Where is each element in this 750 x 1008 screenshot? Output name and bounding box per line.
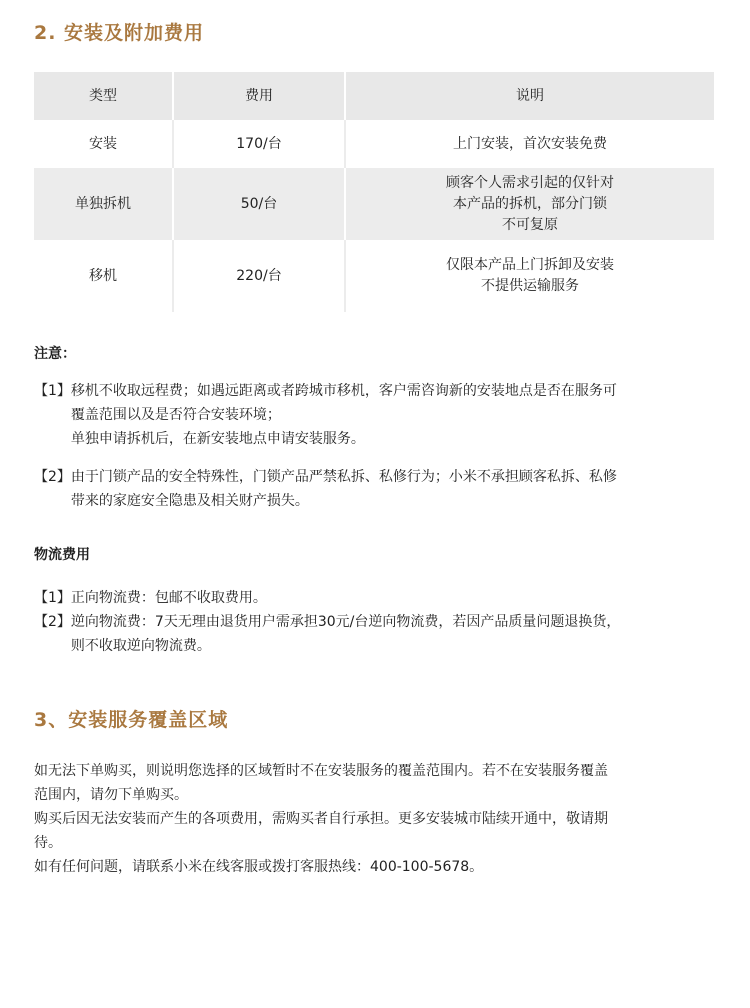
desc-line: 仅限本产品上门拆卸及安装 [446,257,614,273]
coverage-line: 待。 [34,835,62,851]
cell-desc [344,120,714,168]
column-header-fee: 费用 [172,72,344,120]
table-row [34,168,714,240]
cell-desc [344,168,714,240]
logistics-item [34,586,724,610]
desc-line: 本产品的拆机，部分门锁 [453,195,607,212]
table-row [34,240,714,312]
logistics-marker: 【1】 [34,590,71,606]
desc-line: 顾客个人需求引起的仅针对 [446,174,614,191]
logistics-line: 则不收取逆向物流费。 [70,638,211,654]
coverage-line: 范围内，请勿下单购买。 [34,787,188,803]
coverage-line: 如无法下单购买，则说明您选择的区域暂时不在安装服务的覆盖范围内。若不在安装服务覆盖 [34,763,608,779]
table-row [34,120,714,168]
column-header-type: 类型 [34,72,172,120]
notice-title: 注意： [34,346,76,362]
cell-type: 移机 [34,240,172,312]
cell-type: 单独拆机 [34,168,172,240]
logistics-list [34,586,724,658]
fee-table [34,72,714,312]
notice-line: 覆盖范围以及是否符合安装环境； [70,407,281,423]
section-title-coverage: 3、安装服务覆盖区域 [34,709,229,731]
logistics-line: 正向物流费：包邮不收取费用。 [70,590,267,606]
logistics-marker: 【2】 [34,614,71,630]
notice-marker: 【2】 [34,469,71,485]
notice-marker: 【1】 [34,383,71,399]
cell-type: 安装 [34,120,172,168]
logistics-item [34,610,724,658]
table-header-row [34,72,714,120]
logistics-title: 物流费用 [34,547,90,563]
coverage-line: 如有任何问题，请联系小米在线客服或拨打客服热线：400-100-5678。 [34,859,484,875]
notice-line: 由于门锁产品的安全特殊性，门锁产品严禁私拆、私修行为；小米不承担顾客私拆、私修 [70,469,617,485]
notice-line: 移机不收取远程费；如遇远距离或者跨城市移机，客户需咨询新的安装地点是否在服务可 [70,383,617,399]
notice-list [34,379,724,513]
notice-line: 单独申请拆机后，在新安装地点申请安装服务。 [70,431,365,447]
column-header-desc: 说明 [344,72,714,120]
notice-line: 带来的家庭安全隐患及相关财产损失。 [70,493,309,509]
cell-desc [344,240,714,312]
logistics-line: 逆向物流费：7天无理由退货用户需承担30元/台逆向物流费，若因产品质量问题退换货， [70,614,621,630]
desc-line: 不可复原 [502,216,558,233]
notice-item [34,379,724,451]
coverage-line: 购买后因无法安装而产生的各项费用，需购买者自行承担。更多安装城市陆续开通中，敬请期 [34,811,608,827]
coverage-text [34,759,724,879]
desc-line: 上门安装，首次安装免费 [453,135,607,152]
cell-fee: 220/台 [172,240,344,312]
notice-item [34,465,724,513]
section-title-fees: 2. 安装及附加费用 [34,22,205,44]
desc-line: 不提供运输服务 [481,278,579,294]
cell-fee: 50/台 [172,168,344,240]
cell-fee: 170/台 [172,120,344,168]
